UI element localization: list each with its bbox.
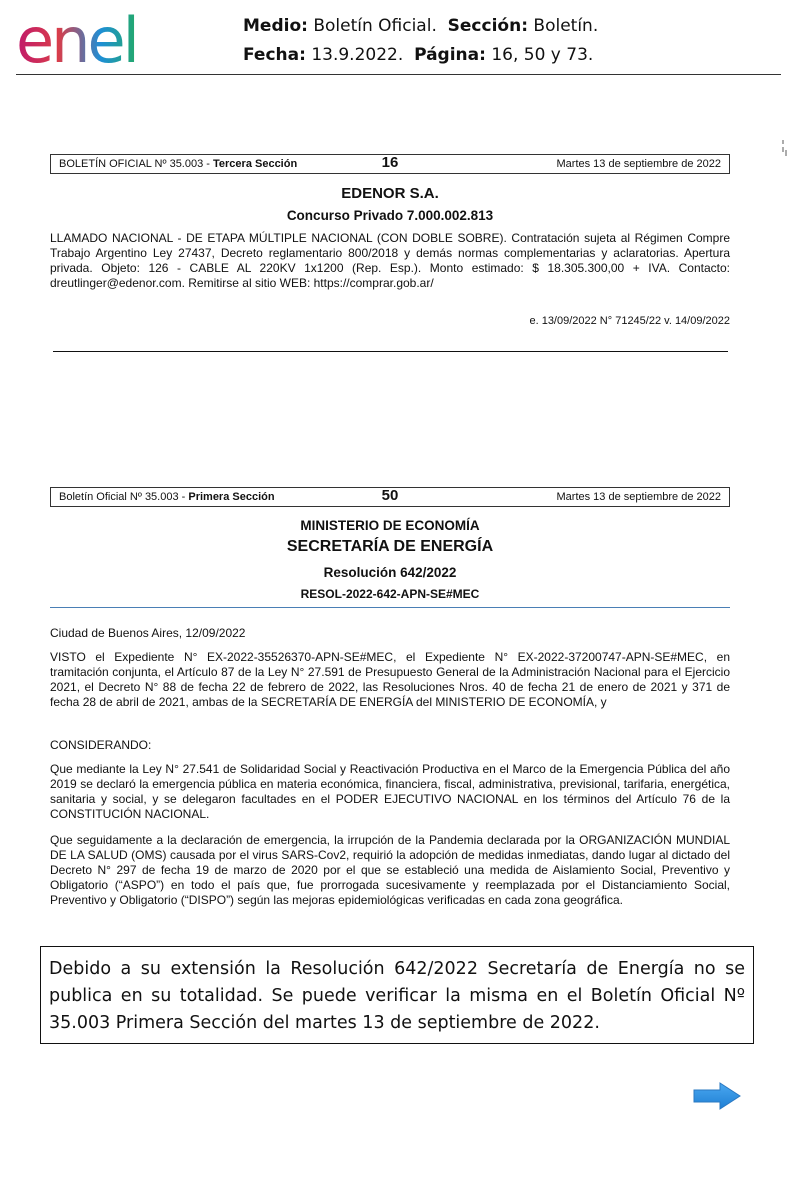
page-number: 16 [381, 154, 399, 171]
bulletin-header-50 [50, 487, 730, 507]
considerando-paragraph-1: Que mediante la Ley N° 27.541 de Solidaridad Social y Reactivación Productiva en el Marco de la Emergencia Pública del año 2019 se declaró la emergencia pública en materia económica, financiera, fiscal, administrativa, previsional, tarifaria, energética, sanitaria y social, y se delegaron facultades en el PODER EJECUTIVO NACIONAL en los términos del Artículo 76 de la CONSTITUCIÓN NACIONAL. [50, 762, 730, 821]
note-text: Debido a su extensión la Resolución 642/2022 Secretaría de Energía no se publica en su totalidad. Se puede verificar la misma en el Boletín Oficial Nº 35.003 Primera Sección del martes 13 de septiembre de 2022. [49, 959, 745, 1033]
contest-body: LLAMADO NACIONAL - DE ETAPA MÚLTIPLE NACIONAL (CON DOBLE SOBRE). Contratación sujeta al Régimen Compre Trabajo Argentino Ley 27437, Decreto reglamentario 800/2018 y demás normas complementarias y aclaratorias. Apertura privada. Objeto: 126 - CABLE AL 220KV 1x1200 (Rep. Esp.). Monto estimado: $ 18.305.300,00 + IVA. Contacto: dreutlinger@edenor.com. Remitirse al sitio WEB: https://comprar.gob.ar/ [50, 231, 730, 290]
resolution-title: Resolución 642/2022 [323, 565, 457, 580]
medio-value: Boletín Oficial. [313, 16, 437, 36]
resolution-code: RESOL-2022-642-APN-SE#MEC [300, 587, 480, 601]
bulletin-label: BOLETÍN OFICIAL Nº 35.003 - [59, 158, 213, 170]
clip-divider [53, 351, 728, 352]
page-number: 50 [381, 487, 399, 504]
header-divider [16, 74, 781, 75]
bulletin-date: Martes 13 de septiembre de 2022 [556, 491, 721, 503]
section-label: Primera Sección [188, 491, 275, 503]
bulletin-label: Boletín Oficial Nº 35.003 - [59, 491, 189, 503]
resolution-divider [50, 607, 730, 608]
pagina-label: Página: [414, 45, 486, 65]
fecha-value: 13.9.2022. [311, 45, 404, 65]
medio-label: Medio: [243, 16, 308, 36]
fecha-label: Fecha: [243, 45, 306, 65]
enel-logo [16, 6, 172, 72]
visto-paragraph: VISTO el Expediente N° EX-2022-35526370-APN-SE#MEC, el Expediente N° EX-2022-37200747-APN-SE#MEC, en tramitación conjunta, el Artículo 87 de la Ley N° 27.591 de Presupuesto General de la Administración Nacional para el Ejercicio 2021, el Decreto N° 88 de fecha 22 de febrero de 2022, las Resoluciones Nros. 40 de fecha 21 de enero de 2021 y 371 de fecha 28 de abril de 2021, ambas de la SECRETARÍA DE ENERGÍA del MINISTERIO DE ECONOMÍA, y [50, 650, 730, 709]
corner-mark-icon [778, 138, 792, 158]
contest-title: Concurso Privado 7.000.002.813 [286, 208, 494, 223]
bulletin-header-16 [50, 154, 730, 174]
secretariat-title: SECRETARÍA DE ENERGÍA [286, 538, 494, 555]
seccion-value: Boletín. [533, 16, 599, 36]
considerando-heading: CONSIDERANDO: [50, 738, 152, 752]
bulletin-date: Martes 13 de septiembre de 2022 [556, 158, 721, 170]
next-arrow-icon[interactable] [692, 1080, 742, 1112]
ministry-title: MINISTERIO DE ECONOMÍA [300, 518, 480, 533]
place-date: Ciudad de Buenos Aires, 12/09/2022 [50, 626, 246, 640]
pagina-value: 16, 50 y 73. [491, 45, 594, 65]
company-title: EDENOR S.A. [341, 185, 439, 202]
seccion-label: Sección: [447, 16, 528, 36]
section-label: Tercera Sección [213, 158, 298, 170]
logo-text: enel [16, 6, 137, 72]
clipping-meta [243, 12, 598, 70]
considerando-paragraph-2: Que seguidamente a la declaración de emergencia, la irrupción de la Pandemia declarada por la ORGANIZACIÓN MUNDIAL DE LA SALUD (OMS) causada por el virus SARS-Cov2, requirió la adopción de medidas inmediatas, dando lugar al dictado del Decreto N° 297 de fecha 19 de marzo de 2020 por el que se estableció una medida de Aislamiento Social, Preventivo y Obligatorio (“ASPO”) en todo el país que, fue prorrogada sucesivamente y reemplazada por el Distanciamiento Social, Preventivo y Obligatorio (“DISPO”) según las mejoras epidemiológicas verificadas en cada zona geográfica. [50, 833, 730, 907]
publication-reference: e. 13/09/2022 N° 71245/22 v. 14/09/2022 [529, 315, 730, 327]
note-box [40, 946, 754, 1044]
